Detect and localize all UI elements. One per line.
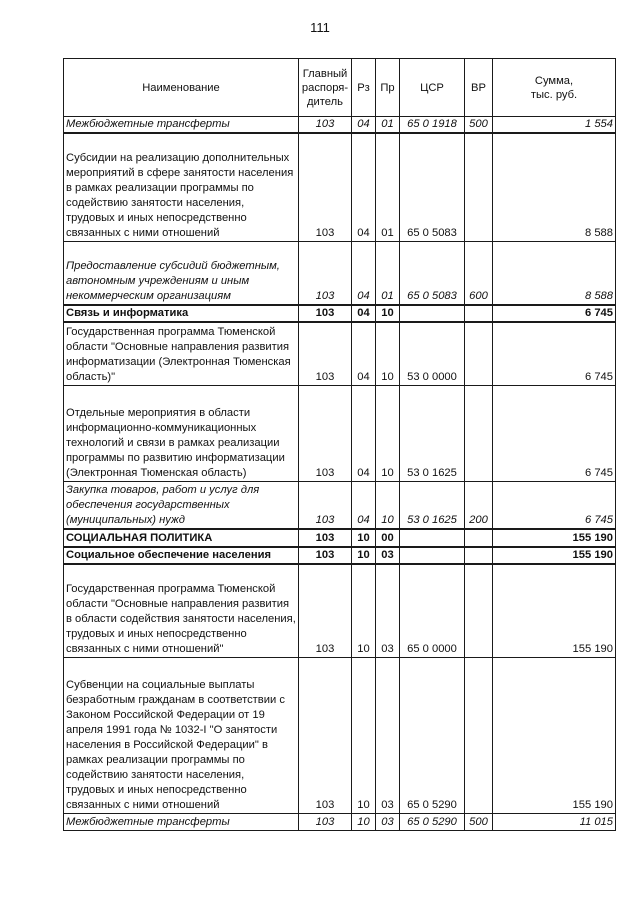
row-pr: 03 bbox=[376, 564, 400, 657]
row-rz: 10 bbox=[352, 564, 376, 657]
row-sum: 6 745 bbox=[493, 385, 616, 481]
header-sum-line1: Сумма, bbox=[534, 74, 574, 87]
row-sum: 155 190 bbox=[493, 529, 616, 547]
row-csr bbox=[400, 305, 465, 322]
row-csr: 53 0 0000 bbox=[400, 322, 465, 385]
row-name: Связь и информатика bbox=[64, 305, 299, 322]
row-name: Социальное обеспечение населения bbox=[64, 547, 299, 564]
row-csr: 65 0 1918 bbox=[400, 117, 465, 134]
row-admin: 103 bbox=[299, 241, 352, 305]
table-row bbox=[64, 529, 616, 547]
header-csr: ЦСР bbox=[400, 59, 465, 117]
row-csr: 65 0 0000 bbox=[400, 564, 465, 657]
row-name: Закупка товаров, работ и услуг для обеспечения государственных (муниципальных) нужд bbox=[64, 481, 299, 529]
row-csr: 65 0 5290 bbox=[400, 813, 465, 830]
header-sum-line2: тыс. руб. bbox=[530, 88, 578, 101]
row-vr bbox=[465, 564, 493, 657]
row-pr: 10 bbox=[376, 305, 400, 322]
row-rz: 04 bbox=[352, 241, 376, 305]
row-rz: 04 bbox=[352, 305, 376, 322]
row-name: Межбюджетные трансферты bbox=[64, 813, 299, 830]
row-rz: 04 bbox=[352, 385, 376, 481]
row-name: Субвенции на социальные выплаты безработным гражданам в соответствии с Законом Российской Федерации от 19 апреля 1991 года № 1032-I "О занятости населения в Российской Федерации" в рамках реализации программы по содействию занятости населения, трудовых и иных непосредственно связанных с ними отношений bbox=[64, 657, 299, 813]
row-csr: 65 0 5290 bbox=[400, 657, 465, 813]
row-admin: 103 bbox=[299, 657, 352, 813]
header-vr: ВР bbox=[465, 59, 493, 117]
row-vr: 200 bbox=[465, 481, 493, 529]
row-admin: 103 bbox=[299, 305, 352, 322]
row-admin: 103 bbox=[299, 813, 352, 830]
row-name: Государственная программа Тюменской области "Основные направления развития в области содействия занятости населения, трудовых и иных непосредственно связанных с ними отношений" bbox=[64, 564, 299, 657]
row-csr bbox=[400, 547, 465, 564]
row-name: Межбюджетные трансферты bbox=[64, 117, 299, 134]
row-vr bbox=[465, 305, 493, 322]
row-rz: 10 bbox=[352, 657, 376, 813]
header-row bbox=[64, 59, 616, 117]
row-admin: 103 bbox=[299, 322, 352, 385]
row-vr: 500 bbox=[465, 117, 493, 134]
row-csr: 53 0 1625 bbox=[400, 385, 465, 481]
row-rz: 10 bbox=[352, 813, 376, 830]
row-sum: 155 190 bbox=[493, 564, 616, 657]
row-vr bbox=[465, 133, 493, 241]
row-pr: 01 bbox=[376, 241, 400, 305]
table-row bbox=[64, 305, 616, 322]
table-row bbox=[64, 813, 616, 830]
row-csr: 65 0 5083 bbox=[400, 241, 465, 305]
row-rz: 04 bbox=[352, 133, 376, 241]
header-rz: Рз bbox=[352, 59, 376, 117]
row-csr: 65 0 5083 bbox=[400, 133, 465, 241]
page-number: 111 bbox=[310, 20, 330, 35]
row-admin: 103 bbox=[299, 117, 352, 134]
row-sum: 6 745 bbox=[493, 322, 616, 385]
row-pr: 03 bbox=[376, 813, 400, 830]
row-sum: 1 554 bbox=[493, 117, 616, 134]
header-name: Наименование bbox=[64, 59, 299, 117]
row-admin: 103 bbox=[299, 481, 352, 529]
budget-table bbox=[63, 58, 616, 831]
row-csr bbox=[400, 529, 465, 547]
row-sum: 6 745 bbox=[493, 481, 616, 529]
row-pr: 03 bbox=[376, 547, 400, 564]
row-admin: 103 bbox=[299, 529, 352, 547]
header-admin-line1: Главный bbox=[302, 67, 348, 80]
table-row bbox=[64, 481, 616, 529]
row-sum: 8 588 bbox=[493, 241, 616, 305]
table-row bbox=[64, 564, 616, 657]
row-vr bbox=[465, 385, 493, 481]
row-sum: 11 015 bbox=[493, 813, 616, 830]
header-pr: Пр bbox=[376, 59, 400, 117]
table-row bbox=[64, 547, 616, 564]
table-row bbox=[64, 322, 616, 385]
row-rz: 04 bbox=[352, 322, 376, 385]
row-pr: 01 bbox=[376, 133, 400, 241]
row-pr: 10 bbox=[376, 481, 400, 529]
table-row bbox=[64, 241, 616, 305]
header-admin bbox=[299, 59, 352, 117]
row-name: СОЦИАЛЬНАЯ ПОЛИТИКА bbox=[64, 529, 299, 547]
row-rz: 10 bbox=[352, 547, 376, 564]
row-admin: 103 bbox=[299, 385, 352, 481]
row-admin: 103 bbox=[299, 547, 352, 564]
table-row bbox=[64, 133, 616, 241]
row-name: Субсидии на реализацию дополнительных мероприятий в сфере занятости населения в рамках реализации программы по содействию занятости населения, трудовых и иных непосредственно связанных с ними отношений bbox=[64, 133, 299, 241]
row-pr: 10 bbox=[376, 322, 400, 385]
row-rz: 04 bbox=[352, 481, 376, 529]
row-vr: 500 bbox=[465, 813, 493, 830]
row-sum: 6 745 bbox=[493, 305, 616, 322]
row-vr bbox=[465, 547, 493, 564]
table-row bbox=[64, 657, 616, 813]
row-vr bbox=[465, 529, 493, 547]
row-vr bbox=[465, 322, 493, 385]
row-name: Отдельные мероприятия в области информационно-коммуникационных технологий и связи в рамках реализации программы по развитию информатизации (Электронная Тюменская область) bbox=[64, 385, 299, 481]
header-sum bbox=[493, 59, 616, 117]
row-pr: 10 bbox=[376, 385, 400, 481]
header-admin-line3: дитель bbox=[307, 95, 343, 108]
row-admin: 103 bbox=[299, 564, 352, 657]
table-row bbox=[64, 385, 616, 481]
row-pr: 03 bbox=[376, 657, 400, 813]
row-admin: 103 bbox=[299, 133, 352, 241]
row-pr: 00 bbox=[376, 529, 400, 547]
row-rz: 04 bbox=[352, 117, 376, 134]
row-sum: 155 190 bbox=[493, 657, 616, 813]
row-sum: 8 588 bbox=[493, 133, 616, 241]
row-rz: 10 bbox=[352, 529, 376, 547]
table-row bbox=[64, 117, 616, 134]
row-sum: 155 190 bbox=[493, 547, 616, 564]
row-name: Предоставление субсидий бюджетным, автономным учреждениям и иным некоммерческим организациям bbox=[64, 241, 299, 305]
row-name: Государственная программа Тюменской области "Основные направления развития информатизации (Электронная Тюменская область)" bbox=[64, 322, 299, 385]
row-vr: 600 bbox=[465, 241, 493, 305]
header-admin-line2: распоря- bbox=[301, 81, 349, 94]
row-pr: 01 bbox=[376, 117, 400, 134]
row-vr bbox=[465, 657, 493, 813]
row-csr: 53 0 1625 bbox=[400, 481, 465, 529]
